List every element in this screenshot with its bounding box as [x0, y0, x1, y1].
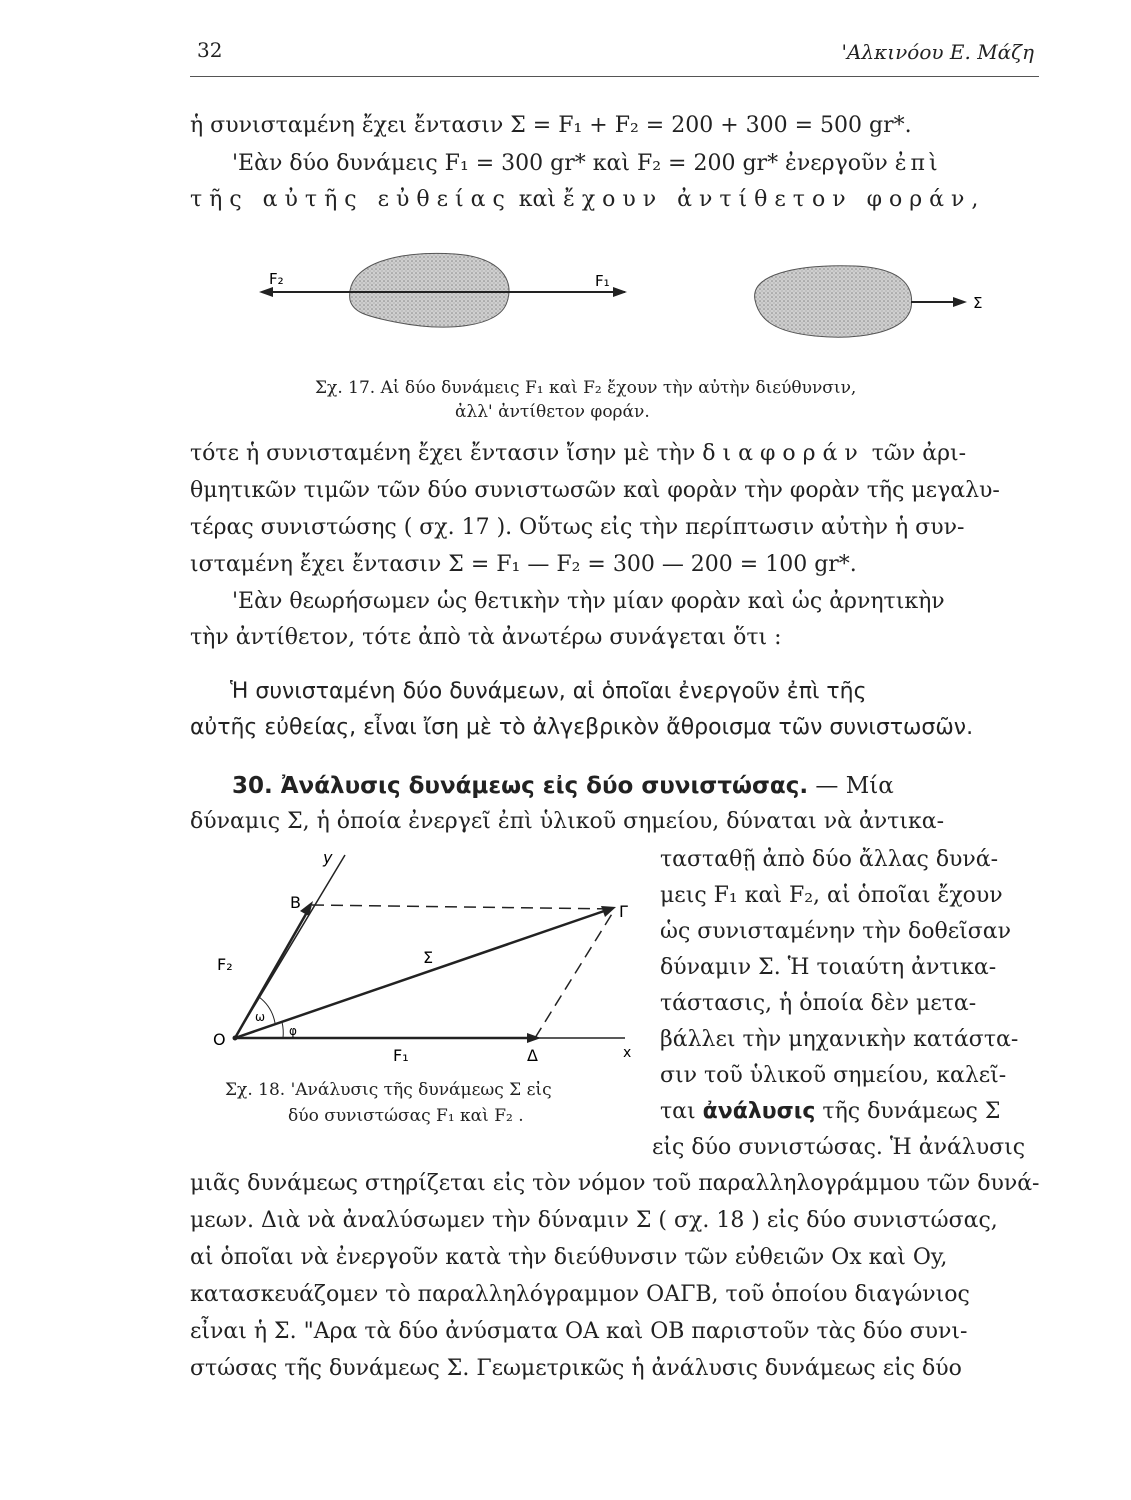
rule-line1: Ἡ συνισταμένη δύο δυνάμεων, αἱ ὁποῖαι ἐνεργοῦν ἐπὶ τῆς	[230, 679, 867, 704]
section30-full1: μιᾶς δυνάμεως στηρίζεται εἰς τὸν νόμον τοῦ παραλληλογράμμου τῶν δυνά-	[190, 1171, 1040, 1196]
fig18-caption-line1: Σχ. 18. 'Ανάλυσις τῆς δυνάμεως Σ εἰς	[225, 1080, 552, 1100]
fig18-caption-line2: δύο συνιστώσας F₁ καὶ F₂ .	[288, 1106, 524, 1126]
fig17-label-f1: F₁	[595, 272, 610, 290]
fig18-label-omega: ω	[255, 1010, 266, 1024]
para2-line5: 'Εὰν θεωρήσωμεν ὡς θετικὴν τὴν μίαν φορὰν καὶ ὡς ἀρνητικὴν	[232, 589, 945, 614]
fig18-label-f1: F₁	[393, 1046, 409, 1065]
para2-line1	[190, 440, 966, 468]
arrow-sigma-icon	[953, 297, 967, 307]
fig18-label-f2: F₂	[217, 955, 233, 974]
dashed-ag	[535, 909, 615, 1038]
section30-right3: ὡς συνισταμένην τὴν δοθεῖσαν	[660, 919, 1012, 944]
section30-right8-a: ται	[660, 1099, 696, 1124]
section30-line2: δύναμις Σ, ἡ ὁποία ἐνεργεῖ ἐπὶ ὑλικοῦ σημείου, δύναται νὰ ἀντικα-	[190, 809, 945, 834]
section30-right2: μεις F₁ καὶ F₂, αἱ ὁποῖαι ἔχουν	[660, 883, 1003, 908]
section30-right8	[660, 1098, 1000, 1126]
para2-line1-a: τότε ἡ συνισταμένη ἔχει ἔντασιν ἴσην μὲ τὴν	[190, 441, 696, 466]
arrow-f2-icon	[300, 901, 313, 916]
section30-heading	[232, 772, 894, 800]
section30-right7: σιν τοῦ ὑλικοῦ σημείου, καλεῖ-	[660, 1063, 1007, 1088]
section30-right4: δύναμιν Σ. Ἡ τοιαύτη ἀντικα-	[660, 955, 997, 980]
section30-full5: εἶναι ἡ Σ. "Αρα τὰ δύο ἀνύσματα ΟΑ καὶ ΟΒ παριστοῦν τὰς δύο συνι-	[190, 1319, 968, 1344]
section30-right8-c: τῆς δυνάμεως Σ	[822, 1099, 1001, 1124]
fig17-label-sigma: Σ	[973, 294, 983, 312]
fig17-caption-line2: ἀλλ' ἀντίθετον φοράν.	[455, 402, 650, 422]
arrow-f1-icon	[613, 287, 627, 297]
origin-point	[233, 1036, 238, 1041]
para1-line3-spaced-a: τῆς αὐτῆς εὐθείας	[190, 187, 512, 212]
para1-line3-spaced-b: ἔχουν ἀντίθετον φοράν,	[563, 187, 986, 212]
rule-line2: αὐτῆς εὐθείας, εἶναι ἴση μὲ τὸ ἀλγεβρικὸν ἄθροισμα τῶν συνιστωσῶν.	[190, 715, 974, 740]
para2-line1-b: τῶν ἀρι-	[871, 441, 967, 466]
running-header-author: 'Αλκινόου Ε. Μάζη	[841, 40, 1034, 64]
para1-line1: ἡ συνισταμένη ἔχει ἔντασιν Σ = F₁ + F₂ = 200 + 300 = 500 gr*.	[190, 113, 912, 138]
dashed-bg	[312, 905, 615, 909]
section30-title-tail: — Μία	[815, 773, 894, 799]
fig18-label-b: B	[290, 893, 301, 912]
para1-line3	[190, 186, 985, 214]
para1-line2-text: 'Εὰν δύο δυνάμεις F₁ = 300 gr* καὶ F₂ = 200 gr* ἐνεργοῦν	[232, 151, 888, 176]
para2-line1-spaced: διαφοράν	[702, 441, 865, 466]
para1-line3-mid: καὶ	[518, 187, 557, 212]
body-right	[755, 266, 912, 337]
section30-right8-term: ἀνάλυσις	[702, 1099, 816, 1124]
section30-full4: κατασκευάζομεν τὸ παραλληλόγραμμον ΟΑΓΒ, τοῦ ὁποίου διαγώνιος	[190, 1282, 970, 1307]
section30-right1: τασταθῇ ἀπὸ δύο ἄλλας δυνά-	[660, 847, 999, 872]
page-number: 32	[197, 38, 223, 62]
fig18-label-phi: φ	[289, 1024, 297, 1038]
body-left	[350, 253, 509, 327]
angle-phi-arc	[282, 1022, 283, 1038]
section30-title: 30. Ἀνάλυσις δυνάμεως εἰς δύο συνιστώσας.	[232, 773, 809, 799]
section30-right5: τάστασις, ἡ ὁποία δὲν μετα-	[660, 991, 977, 1016]
vector-f2	[235, 907, 310, 1038]
fig17-label-f2: F₂	[269, 270, 284, 288]
fig18-label-y: y	[323, 848, 333, 867]
section30-full2: μεων. Διὰ νὰ ἀναλύσωμεν τὴν δύναμιν Σ ( σχ. 18 ) εἰς δύο συνιστώσας,	[190, 1208, 998, 1233]
figure-17	[255, 240, 995, 360]
para1-line2-spaced: ἐπὶ	[894, 151, 942, 176]
para2-line6: τὴν ἀντίθετον, τότε ἀπὸ τὰ ἀνωτέρω συνάγεται ὅτι :	[190, 625, 782, 650]
fig18-label-sigma: Σ	[423, 948, 434, 967]
arrow-f2-icon	[259, 287, 273, 297]
fig17-caption-line1: Σχ. 17. Αἱ δύο δυνάμεις F₁ καὶ F₂ ἔχουν τὴν αὐτὴν διεύθυνσιν,	[315, 378, 857, 398]
para2-line3: τέρας συνιστώσης ( σχ. 17 ). Οὕτως εἰς τὴν περίπτωσιν αὐτὴν ἡ συν-	[190, 515, 965, 540]
section30-right9: εἰς δύο συνιστώσας. Ἡ ἀνάλυσις	[652, 1135, 1026, 1160]
para2-line2: θμητικῶν τιμῶν τῶν δύο συνιστωσῶν καὶ φορὰν τὴν φορὰν τῆς μεγαλυ-	[190, 478, 1000, 503]
arrow-f1-icon	[527, 1033, 541, 1043]
figure-18	[195, 845, 645, 1075]
para2-line4: ισταμένη ἔχει ἔντασιν Σ = F₁ — F₂ = 300 — 200 = 100 gr*.	[190, 552, 857, 577]
fig18-label-gamma: Γ	[619, 902, 628, 921]
vector-sigma	[235, 909, 610, 1038]
arrow-sigma-icon	[601, 906, 616, 917]
para1-line2	[232, 150, 942, 178]
section30-right6: βάλλει τὴν μηχανικὴν κατάστα-	[660, 1027, 1019, 1052]
header-rule	[190, 76, 1039, 77]
fig18-label-x: x	[623, 1045, 632, 1061]
fig18-label-delta: Δ	[527, 1046, 538, 1065]
fig18-label-o: O	[213, 1030, 226, 1049]
section30-full3: αἱ ὁποῖαι νὰ ἐνεργοῦν κατὰ τὴν διεύθυνσιν τῶν εὐθειῶν Ox καὶ Oy,	[190, 1245, 948, 1270]
section30-full6: στώσας τῆς δυνάμεως Σ. Γεωμετρικῶς ἡ ἀνάλυσις δυνάμεως εἰς δύο	[190, 1356, 962, 1381]
